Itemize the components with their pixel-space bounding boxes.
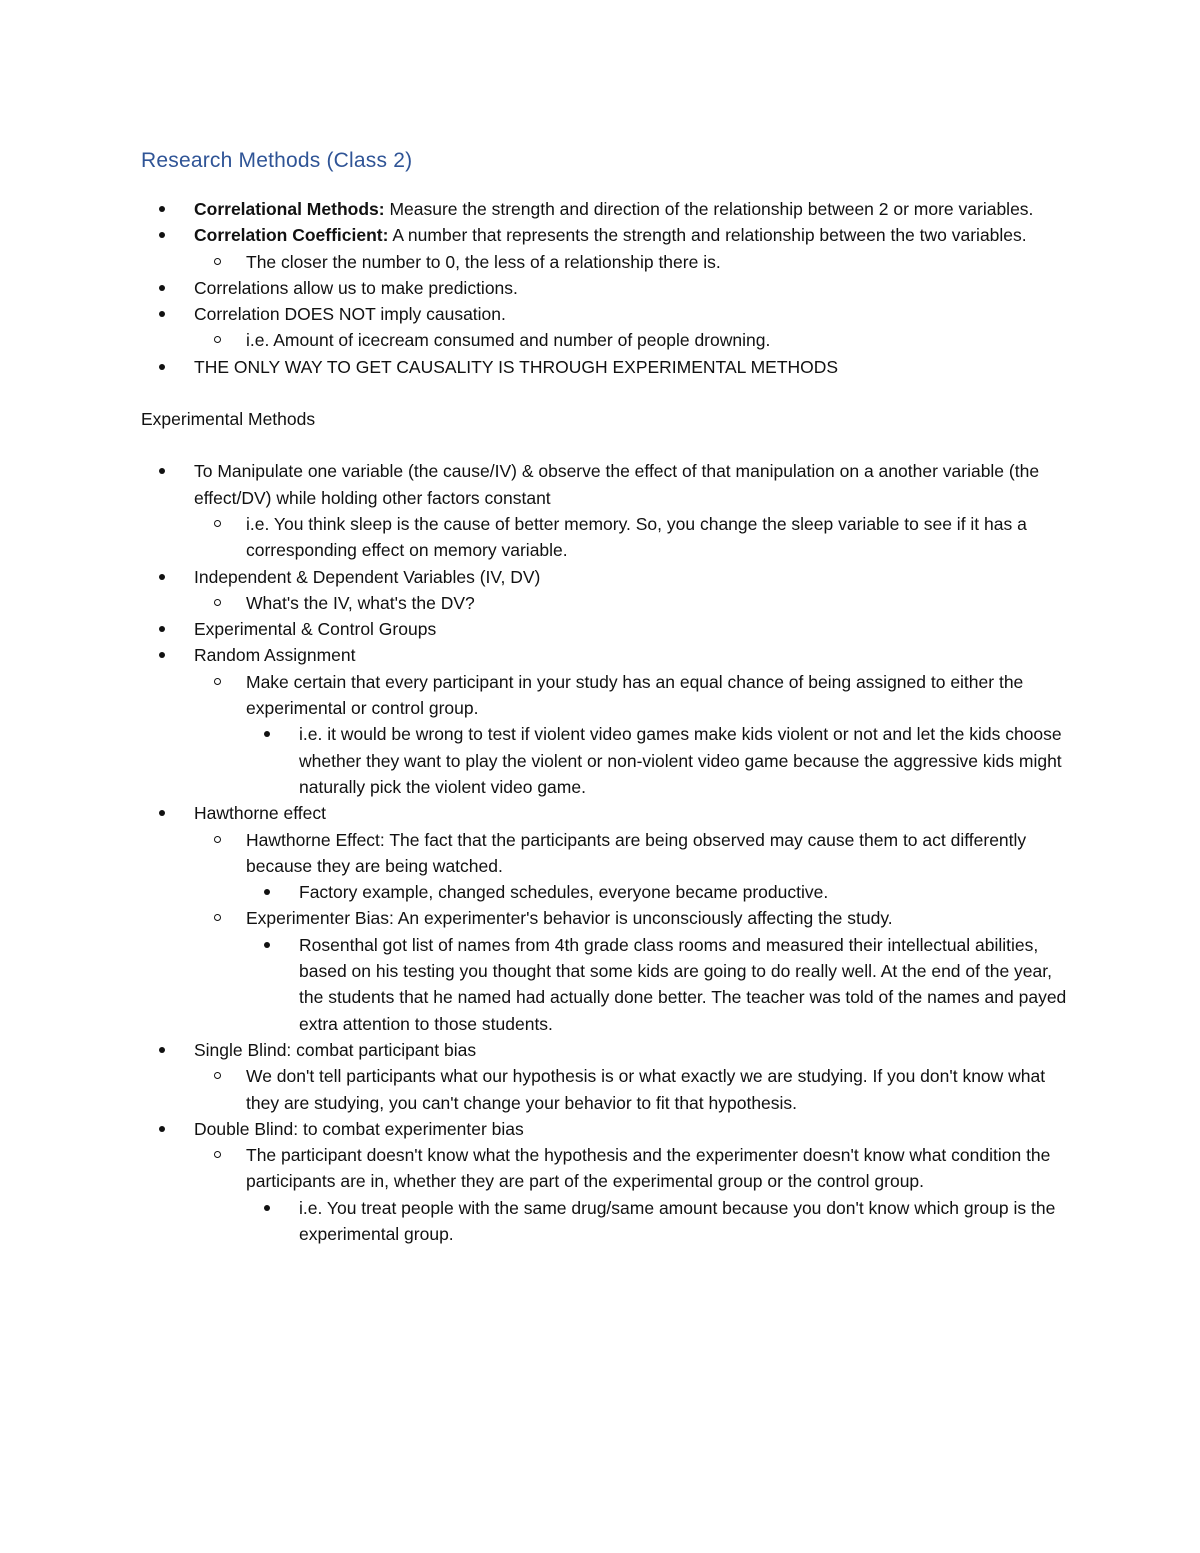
list-item — [141, 1037, 1071, 1116]
sub-item-text: i.e. Amount of icecream consumed and number of people drowning. — [246, 330, 771, 351]
list-item — [141, 458, 1071, 563]
correlation-list — [141, 196, 1071, 380]
sub-sub-item-text: i.e. it would be wrong to test if violent video games make kids violent or not and let the kids choose whether they want to play the violent or non-violent video game because the aggressive kids might naturally pick the violent video game. — [299, 724, 1062, 797]
item-text: Independent & Dependent Variables (IV, DV) — [194, 566, 541, 587]
term-label: Correlation Coefficient: — [194, 225, 389, 246]
item-text: Single Blind: combat participant bias — [194, 1039, 477, 1060]
item-text: A number that represents the strength and relationship between the two variables. — [388, 225, 1027, 246]
sub-item-text: Experimenter Bias: An experimenter's behavior is unconsciously affecting the study. — [246, 908, 893, 929]
list-item — [141, 564, 1071, 617]
sub-list-item — [194, 1142, 1071, 1247]
sub-list-item — [194, 590, 1071, 616]
sub-item-text: Make certain that every participant in your study has an equal chance of being assigned to either the experimental or control group. — [246, 671, 1024, 719]
sub-list-item — [194, 249, 1071, 275]
sub-list — [194, 1063, 1071, 1116]
list-item — [141, 196, 1071, 222]
sub-sub-list-item — [246, 879, 1071, 905]
sub-sub-list — [246, 1195, 1071, 1248]
item-text: Measure the strength and direction of the relationship between 2 or more variables. — [384, 199, 1034, 219]
sub-list-item — [194, 327, 1071, 353]
experimental-list — [141, 458, 1071, 1247]
item-text: Experimental & Control Groups — [194, 619, 437, 640]
sub-sub-list-item — [246, 932, 1071, 1037]
list-item — [141, 222, 1071, 275]
sub-sub-list — [246, 879, 1071, 905]
item-text: Correlations allow us to make predictions. — [194, 277, 518, 298]
sub-sub-item-text: i.e. You treat people with the same drug/same amount because you don't know which group is the experimental group. — [299, 1197, 1056, 1244]
document-content — [141, 146, 1071, 1247]
list-item — [141, 354, 1071, 380]
list-item — [141, 616, 1071, 642]
sub-list-item — [194, 511, 1071, 564]
sub-sub-list-item — [246, 1195, 1071, 1248]
item-text: Hawthorne effect — [194, 803, 326, 824]
sub-list-item — [194, 669, 1071, 800]
sub-item-text: The closer the number to 0, the less of a relationship there is. — [246, 251, 721, 272]
sub-item-text: Hawthorne Effect: The fact that the participants are being observed may cause them to act differently because they are being watched. — [246, 829, 1027, 876]
sub-list — [194, 590, 1071, 616]
item-text: THE ONLY WAY TO GET CAUSALITY IS THROUGH EXPERIMENTAL METHODS — [194, 356, 839, 377]
sub-list-item — [194, 905, 1071, 1036]
sub-list — [194, 511, 1071, 564]
sub-list — [194, 827, 1071, 1037]
sub-item-text: The participant doesn't know what the hypothesis and the experimenter doesn't know what condition the participants are in, whether they are part of the experimental group or the control group. — [246, 1145, 1051, 1192]
list-item — [141, 642, 1071, 800]
sub-sub-item-text: Rosenthal got list of names from 4th grade class rooms and measured their intellectual abilities, based on his testing you thought that some kids are going to do really well. At the end of the year, the students that he named had actually done better. The teacher was told of the names and payed extra attention to those students. — [299, 934, 1067, 1034]
sub-list — [194, 249, 1071, 275]
sub-item-text: We don't tell participants what our hypothesis is or what exactly we are studying. If you don't know what they are studying, you can't change your behavior to fit that hypothesis. — [246, 1066, 1046, 1113]
item-text: To Manipulate one variable (the cause/IV) & observe the effect of that manipulation on a another variable (the effect/DV) while holding other factors constant — [194, 461, 1040, 508]
sub-list-item — [194, 1063, 1071, 1116]
sub-list — [194, 327, 1071, 353]
list-item — [141, 275, 1071, 301]
sub-list — [194, 1142, 1071, 1247]
sub-sub-list — [246, 721, 1071, 800]
page-title: Research Methods (Class 2) — [141, 149, 413, 172]
list-item — [141, 800, 1071, 1037]
sub-sub-list — [246, 932, 1071, 1037]
list-item — [141, 301, 1071, 354]
sub-list-item — [194, 827, 1071, 906]
term-label: Correlational Methods: — [194, 199, 385, 219]
sub-item-text: What's the IV, what's the DV? — [246, 592, 475, 613]
item-text: Correlation DOES NOT imply causation. — [194, 304, 506, 325]
item-text: Double Blind: to combat experimenter bias — [194, 1118, 524, 1139]
sub-item-text: i.e. You think sleep is the cause of better memory. So, you change the sleep variable to see if it has a corresponding effect on memory variable. — [246, 513, 1027, 561]
sub-sub-list-item — [246, 721, 1071, 800]
sub-sub-item-text: Factory example, changed schedules, everyone became productive. — [299, 882, 829, 903]
sub-list — [194, 669, 1071, 800]
section-heading: Experimental Methods — [141, 409, 316, 430]
item-text: Random Assignment — [194, 645, 356, 666]
list-item — [141, 1116, 1071, 1247]
